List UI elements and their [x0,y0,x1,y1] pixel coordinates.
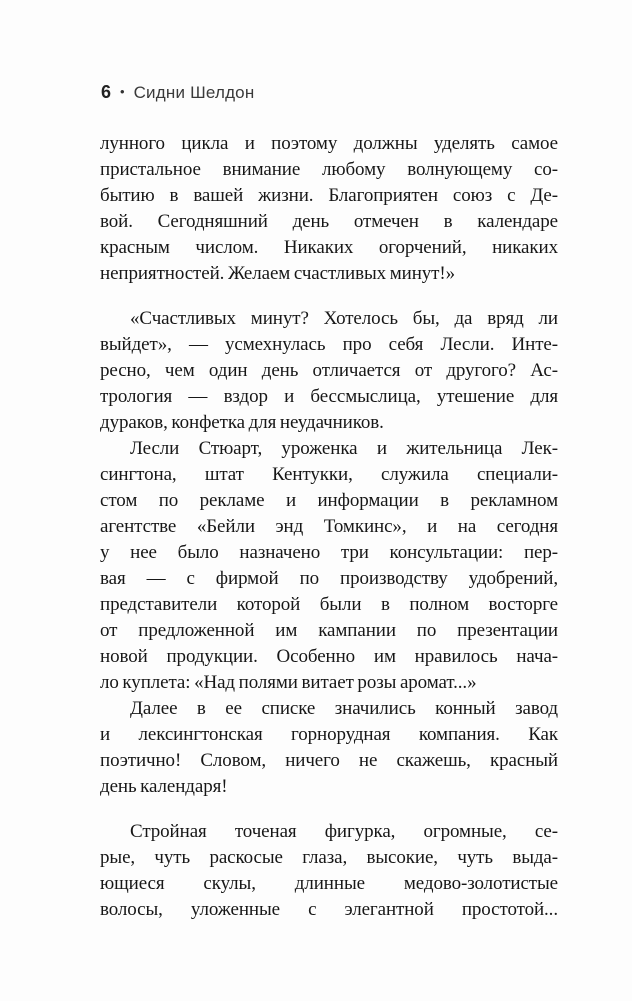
paragraph-3 [100,436,558,696]
text-line: вой. Сегодняшний день отмечен в календаре [100,211,558,232]
text-line: агентстве «Бейли энд Томкинс», и на сегодня [100,516,558,537]
text-line: представители которой были в полном восторге [100,594,558,615]
text-line: рые, чуть раскосые глаза, высокие, чуть выда- [100,847,558,868]
bullet-separator-icon: • [120,84,125,99]
text-line: Стройная точеная фигурка, огромные, се- [130,821,558,842]
text-line: пристальное внимание любому волнующему со- [100,159,558,180]
text-line: бытию в вашей жизни. Благоприятен союз с Де- [100,185,558,206]
text-line: Лесли Стюарт, уроженка и жительница Лек- [130,438,558,459]
text-line: ресно, чем один день отличается от другого? Ас- [100,360,558,381]
text-line: поэтично! Словом, ничего не скажешь, красный [100,750,558,771]
text-line: от предложенной им кампании по презентации [100,620,558,641]
text-line: день календаря! [100,776,228,797]
paragraph-1 [100,131,558,287]
text-line: у нее было назначено три консультации: пер- [100,542,558,563]
running-header-author: Сидни Шелдон [133,83,255,102]
text-line: ло куплета: «Над полями витает розы аромат...» [100,672,477,693]
text-line: «Счастливых минут? Хотелось бы, да вряд ли [130,308,558,329]
text-line: красным числом. Никаких огорчений, никаких [100,237,558,258]
text-line: вая — с фирмой по производству удобрений, [100,568,558,589]
paragraph-5 [100,819,558,923]
text-line: дураков, конфетка для неудачников. [100,412,384,433]
text-line: стом по рекламе и информации в рекламном [100,490,558,511]
paragraph-4 [100,696,558,800]
text-line: и лексингтонская горнорудная компания. Как [100,724,558,745]
text-line: волосы, уложенные с элегантной простотой... [100,899,558,920]
text-line: лунного цикла и поэтому должны уделять самое [100,133,558,154]
text-line: Далее в ее списке значились конный завод [130,698,558,719]
text-line: неприятностей. Желаем счастливых минут!» [100,263,456,284]
text-line: выйдет», — усмехнулась про себя Лесли. Инте- [100,334,558,355]
running-header [101,82,254,103]
paragraph-2 [100,306,558,436]
body-text [100,131,558,923]
text-line: новой продукции. Особенно им нравилось нача- [100,646,558,667]
text-line: трология — вздор и бессмыслица, утешение для [100,386,558,407]
page-number: 6 [101,82,112,102]
text-line: сингтона, штат Кентукки, служила специали- [100,464,558,485]
text-line: ющиеся скулы, длинные медово-золотистые [100,873,558,894]
